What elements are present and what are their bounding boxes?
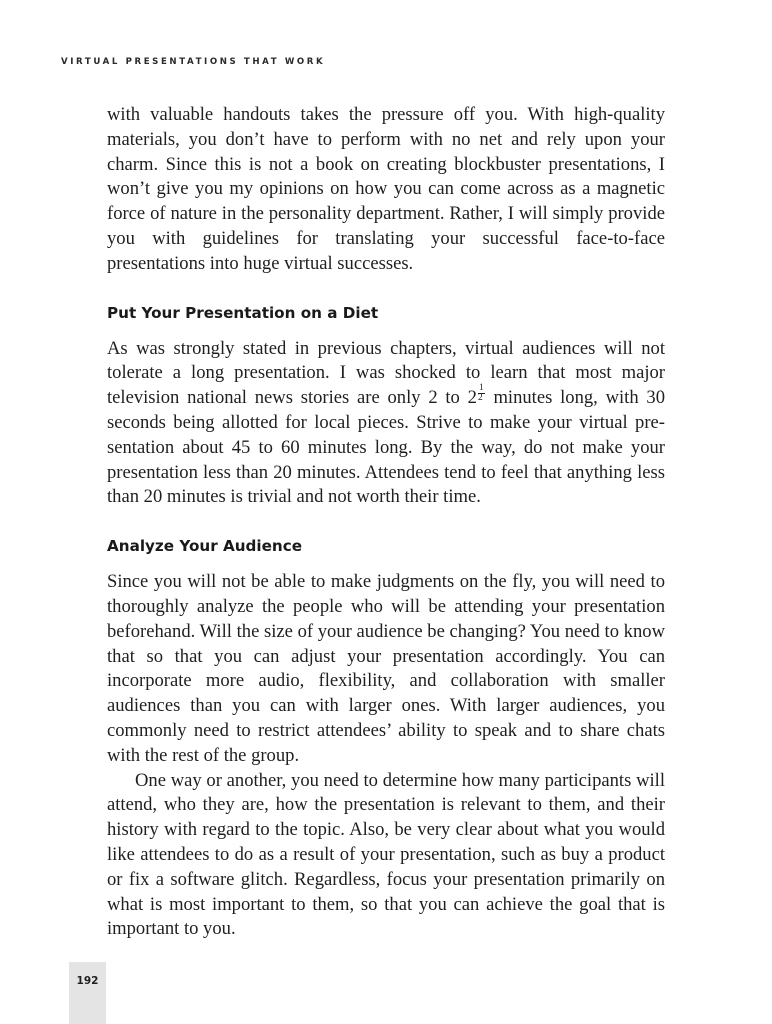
- page-number-tab: [69, 962, 106, 1024]
- diet-text-end: minutes long, with 30 seconds being allotted for local pieces. Strive to make your virtual presentation about 45 to 60 minutes long. By the way, do not make your presentation less than 20 minutes. Attendees tend to feel that anything less than 20 minutes is trivial and not worth their time.: [107, 387, 666, 508]
- diet-paragraph: [107, 337, 665, 511]
- fraction-one-half: [478, 384, 485, 404]
- section-heading-diet: Put Your Presentation on a Diet: [107, 303, 379, 322]
- running-head: VIRTUAL PRESENTATIONS THAT WORK: [61, 57, 326, 67]
- fraction-denominator: 2: [477, 393, 483, 404]
- diet-text-start: As was strongly stated in previous chapters, virtual audiences will not tolerate a long presentation. I was shocked to learn that most major television national news stories are only 2 to 2: [107, 337, 665, 409]
- fraction-numerator: 1: [478, 382, 484, 393]
- audience-paragraph-2: One way or another, you need to determine how many participants will attend, who they are, how the presentation is relevant to them, and their history with regard to the topic. Also, be very clear about what you would like attendees to do as a result of your presentation, such as buy a product or fix a software glitch. Regardless, focus your presentation primarily on what is most important to them, so that you can achieve the goal that is important to you.: [107, 769, 665, 940]
- page-body: [107, 103, 665, 942]
- intro-paragraph: with valuable handouts takes the pressure off you. With high-quality materials, you don’t have to perform with no net and rely upon your charm. Since this is not a book on creating blockbuster presentations, I won’t give you my opinions on how you can come across as a magnetic force of nature in the personality department. Rather, I will simply provide you with guidelines for translating your successful face-to-face presentations into huge virtual successes.: [107, 104, 665, 274]
- audience-paragraph-1: Since you will not be able to make judgments on the fly, you will need to thoroughly analyze the people who will be attending your presentation beforehand. Will the size of your audience be changing? You need to know that so that you can adjust your presentation accordingly. You can incorporate more audio, flexibility, and collaboration with smaller audiences than you can with larger ones. With larger audiences, you commonly need to restrict attendees’ ability to speak and to share chats with the rest of the group.: [107, 571, 665, 766]
- page-number: 192: [76, 975, 99, 987]
- section-heading-audience: Analyze Your Audience: [107, 537, 303, 556]
